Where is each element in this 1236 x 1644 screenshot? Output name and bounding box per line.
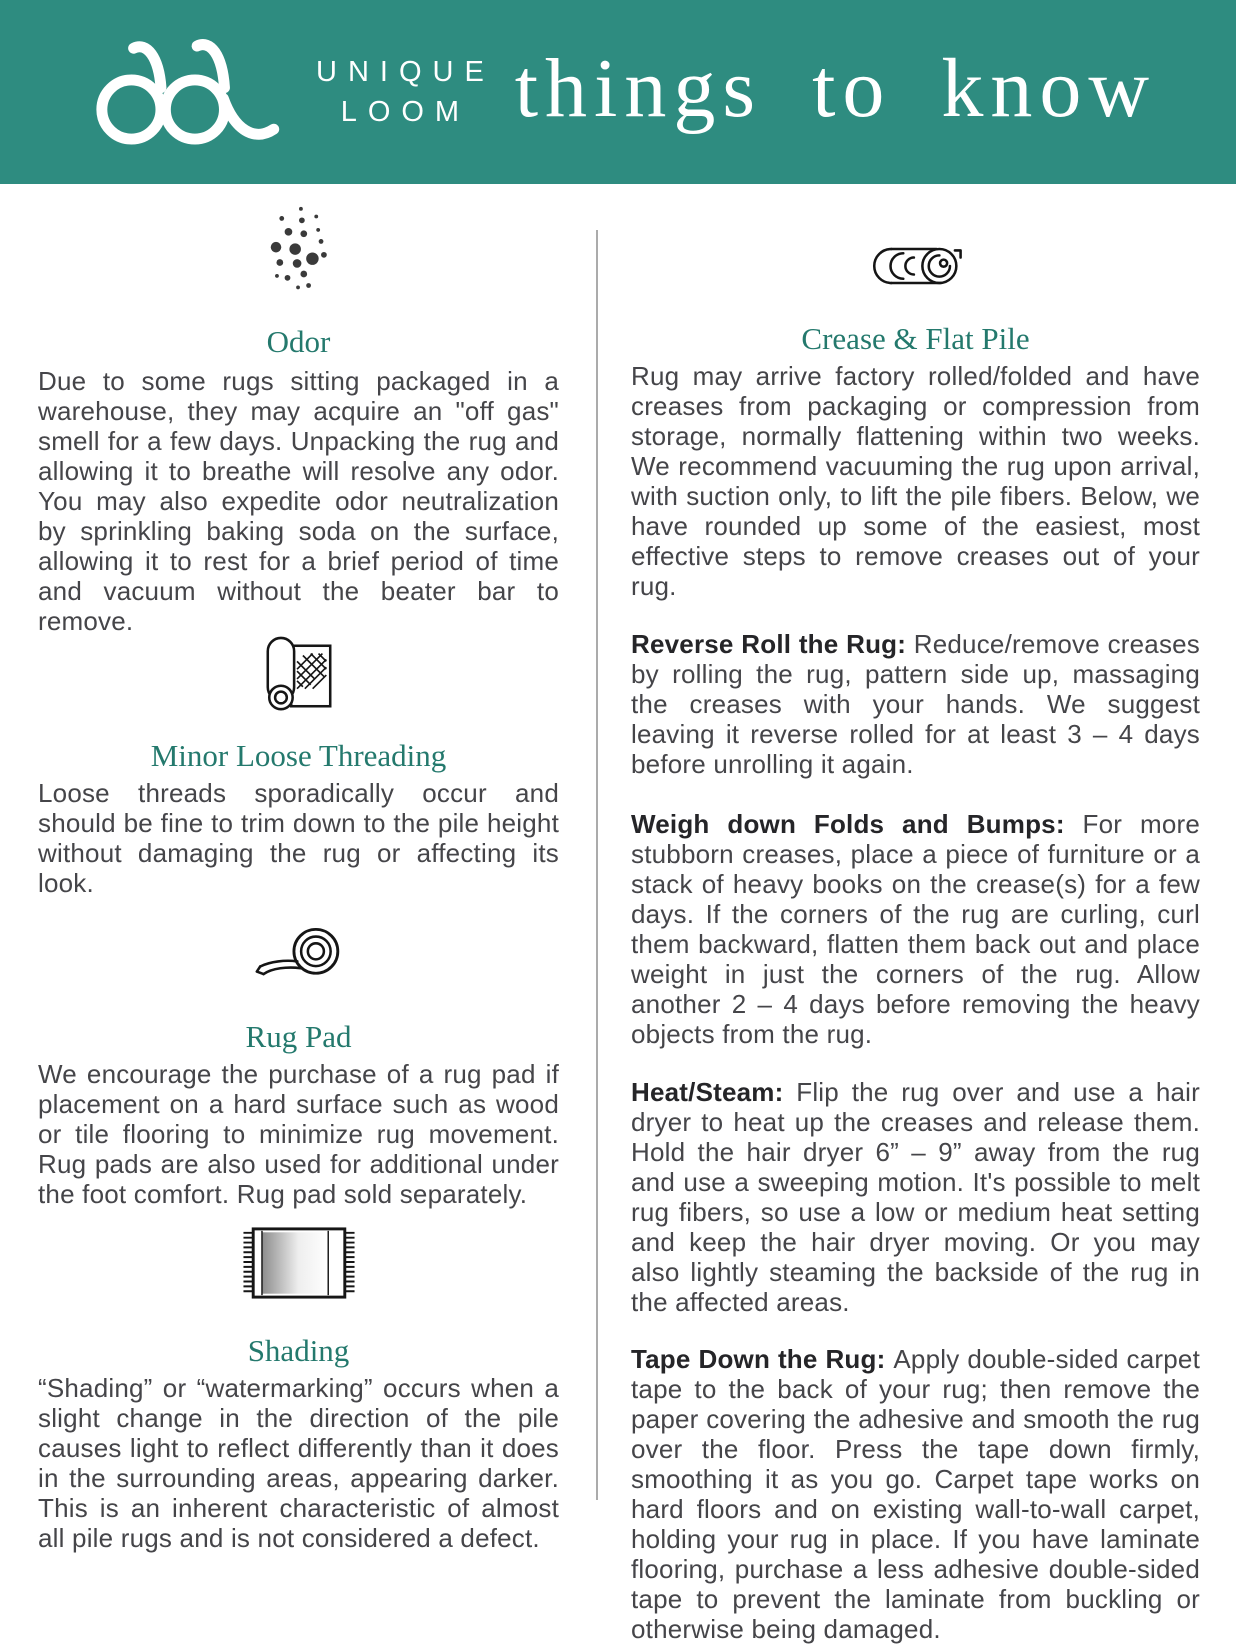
shading-section-icon-area — [38, 1225, 559, 1301]
unique-loom-dd-icon — [92, 37, 300, 147]
crease-intro: Rug may arrive factory rolled/folded and have creases from packaging or compression from storage, normally flattening within two weeks. We recommend vacuuming the rug upon arrival, with suction only, to lift the pile fibers. Below, we have rounded up some of the easiest, most effective steps to remove creases out of your rug. — [631, 361, 1200, 601]
tip-heat-steam-text: Flip the rug over and use a hair dryer to heat up the creases and release them. Hold the hair dryer 6” – 9” away from the rug and use a sweeping motion. It's possible to melt rug fibers, so use a low or medium heat setting and keep the hair dryer moving. Or you may also lightly steaming the backside of the rug in the affected areas. — [631, 1077, 1200, 1317]
tip-heat-steam-label: Heat/Steam: — [631, 1077, 797, 1107]
page-title: things to know — [514, 42, 1157, 135]
rug-pad-roll-icon — [254, 926, 344, 980]
header — [0, 0, 1236, 184]
left-column — [38, 184, 559, 1553]
tip-tape-down-text: Apply double-sided carpet tape to the back of your rug; then remove the paper covering the adhesive and smooth the rug over the floor. Press the tape down firmly, smoothing it as you go. Carpet tape works on hard floors and on existing wall-to-wall carpet, holding your rug in place. If you have laminate flooring, purchase a less adhesive double-sided tape to prevent the laminate from buckling or otherwise being damaged. — [631, 1344, 1200, 1644]
odor-title: Odor — [266, 324, 331, 359]
tip-reverse-roll-text: Reduce/remove creases by rolling the rug, pattern side up, massaging the creases with your hands. We suggest leaving it reverse rolled for at least 3 – 4 days before unrolling it again. — [631, 629, 1201, 779]
brand-line-1: UNIQUE — [316, 56, 495, 88]
tip-weigh-down-label: Weigh down Folds and Bumps: — [631, 809, 1083, 839]
tip-weigh-down-text: For more stubborn creases, place a piece of furniture or a stack of heavy books on the crease(s) for a few days. If the corners of the rug are curling, curl them backward, flatten them back out and place weight in just the corners of the rug. Allow another 2 – 4 days before removing the heavy objects from the rug. — [631, 809, 1201, 1049]
tip-tape-down — [631, 1344, 1200, 1644]
rolled-rug-crosshatch-icon — [264, 636, 334, 716]
right-column — [631, 184, 1200, 1644]
threading-title: Minor Loose Threading — [150, 738, 447, 773]
tip-weigh-down — [631, 809, 1200, 1049]
odor-body: Due to some rugs sitting packaged in a warehouse, they may acquire an "off gas" smell for a few days. Unpacking the rug and allowing it to breathe will resolve any odor. You may also expedite odor neutralization by sprinkling baking soda on the surface, allowing it to rest for a brief period of time and vacuum without the beater bar to remove. — [38, 366, 559, 636]
rug-pad-body: We encourage the purchase of a rug pad if placement on a hard surface such as wood or tile flooring to minimize rug movement. Rug pads are also used for additional under the foot comfort. Rug pad sold separately. — [38, 1059, 559, 1209]
brand-name — [316, 52, 495, 132]
rug-pad-section-icon-area — [38, 926, 559, 980]
crease-section-icon-area — [631, 243, 1200, 289]
rolled-rug-side-icon — [870, 243, 962, 289]
tip-reverse-roll — [631, 629, 1200, 779]
rug-pad-title: Rug Pad — [245, 1019, 352, 1054]
odor-section-icon-area — [38, 205, 559, 297]
crease-title: Crease & Flat Pile — [801, 321, 1030, 356]
brand-line-2: LOOM — [340, 96, 471, 128]
shading-title: Shading — [247, 1333, 350, 1368]
odor-particles-icon — [268, 205, 330, 297]
threading-section-icon-area — [38, 636, 559, 716]
column-divider — [596, 230, 598, 1500]
shading-body: “Shading” or “watermarking” occurs when a slight change in the direction of the pile causes light to reflect differently than it does in the surrounding areas, appearing darker. This is an inherent characteristic of almost all pile rugs and is not considered a defect. — [38, 1373, 559, 1553]
shaded-rug-icon — [241, 1225, 357, 1301]
tip-heat-steam — [631, 1077, 1200, 1317]
tip-reverse-roll-label: Reverse Roll the Rug: — [631, 629, 914, 659]
unique-loom-logo — [92, 37, 495, 147]
threading-body: Loose threads sporadically occur and should be fine to trim down to the pile height without damaging the rug or affecting its look. — [38, 778, 559, 898]
tip-tape-down-label: Tape Down the Rug: — [631, 1344, 894, 1374]
